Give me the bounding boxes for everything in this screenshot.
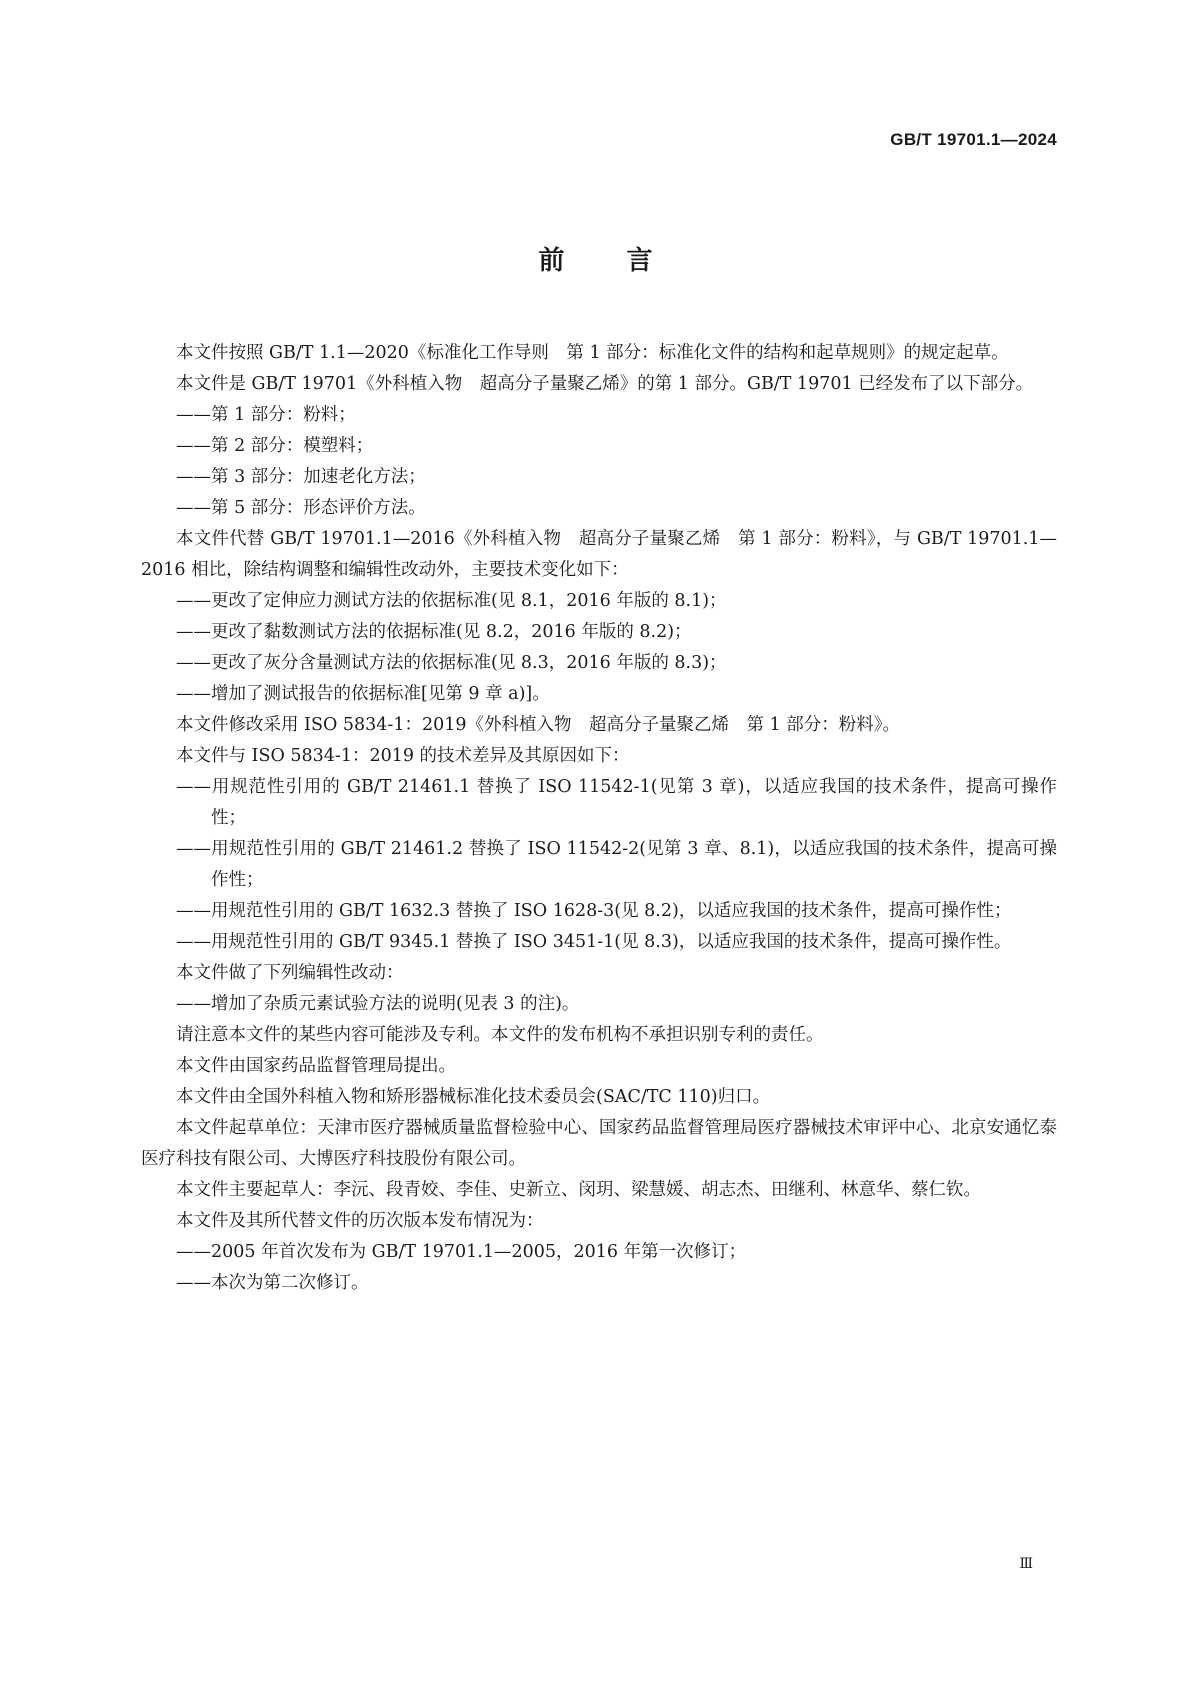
list-item: ——增加了杂质元素试验方法的说明(见表 3 的注)。 <box>176 994 580 1014</box>
standard-code: GB/T 19701.1—2024 <box>890 130 1057 149</box>
paragraph: 本文件与 ISO 5834-1：2019 的技术差异及其原因如下： <box>176 746 630 766</box>
list-item: ——本次为第二次修订。 <box>176 1273 369 1293</box>
paragraph: 本文件由国家药品监督管理局提出。 <box>176 1056 456 1076</box>
list-item: ——用规范性引用的 GB/T 1632.3 替换了 ISO 1628-3(见 8.2)，以适应我国的技术条件，提高可操作性； <box>176 901 1012 921</box>
paragraph: 本文件做了下列编辑性改动： <box>176 963 404 983</box>
list-item: ——更改了黏数测试方法的依据标准(见 8.2，2016 年版的 8.2)； <box>176 622 692 642</box>
paragraph: 本文件由全国外科植入物和矫形器械标准化技术委员会(SAC/TC 110)归口。 <box>176 1087 771 1107</box>
paragraph: 本文件是 GB/T 19701《外科植入物 超高分子量聚乙烯》的第 1 部分。GB/T 19701 已经发布了以下部分。 <box>176 374 1034 394</box>
list-item: ——第 5 部分：形态评价方法。 <box>176 498 426 518</box>
list-item: ——更改了灰分含量测试方法的依据标准(见 8.3，2016 年版的 8.3)； <box>176 653 727 673</box>
paragraph: 本文件及其所代替文件的历次版本发布情况为： <box>176 1211 544 1231</box>
paragraph: 本文件按照 GB/T 1.1—2020《标准化工作导则 第 1 部分：标准化文件的结构和起草规则》的规定起草。 <box>176 343 1009 363</box>
list-item: ——第 3 部分：加速老化方法； <box>176 467 426 487</box>
list-item: ——用规范性引用的 GB/T 21461.1 替换了 ISO 11542-1(见第 3 章)，以适应我国的技术条件，提高可操作性； <box>176 777 1057 828</box>
paragraph: 本文件代替 GB/T 19701.1—2016《外科植入物 超高分子量聚乙烯 第 1 部分：粉料》，与 GB/T 19701.1—2016 相比，除结构调整和编辑性改动外，主要技术变化如下： <box>141 529 1057 580</box>
list-item: ——第 2 部分：模塑料； <box>176 436 374 456</box>
page-title: 前言 <box>538 246 715 276</box>
list-item: ——用规范性引用的 GB/T 21461.2 替换了 ISO 11542-2(见第 3 章、8.1)，以适应我国的技术条件，提高可操作性； <box>176 839 1057 890</box>
list-item: ——用规范性引用的 GB/T 9345.1 替换了 ISO 3451-1(见 8.3)，以适应我国的技术条件，提高可操作性。 <box>176 932 1012 952</box>
paragraph: 本文件起草单位：天津市医疗器械质量监督检验中心、国家药品监督管理局医疗器械技术审评中心、北京安通忆泰医疗科技有限公司、大博医疗科技股份有限公司。 <box>141 1118 1057 1169</box>
list-item: ——增加了测试报告的依据标准[见第 9 章 a)]。 <box>176 684 550 704</box>
page-number: Ⅲ <box>1019 1556 1033 1572</box>
list-item: ——更改了定伸应力测试方法的依据标准(见 8.1，2016 年版的 8.1)； <box>176 591 727 611</box>
list-item: ——第 1 部分：粉料； <box>176 405 356 425</box>
list-item: ——2005 年首次发布为 GB/T 19701.1—2005，2016 年第一次修订； <box>176 1242 747 1262</box>
paragraph: 本文件主要起草人：李沅、段青姣、李佳、史新立、闵玥、梁慧媛、胡志杰、田继利、林意华、蔡仁钦。 <box>176 1180 981 1200</box>
paragraph: 请注意本文件的某些内容可能涉及专利。本文件的发布机构不承担识别专利的责任。 <box>176 1025 824 1045</box>
paragraph: 本文件修改采用 ISO 5834-1：2019《外科植入物 超高分子量聚乙烯 第 1 部分：粉料》。 <box>176 715 901 735</box>
document-body <box>141 338 1057 1299</box>
